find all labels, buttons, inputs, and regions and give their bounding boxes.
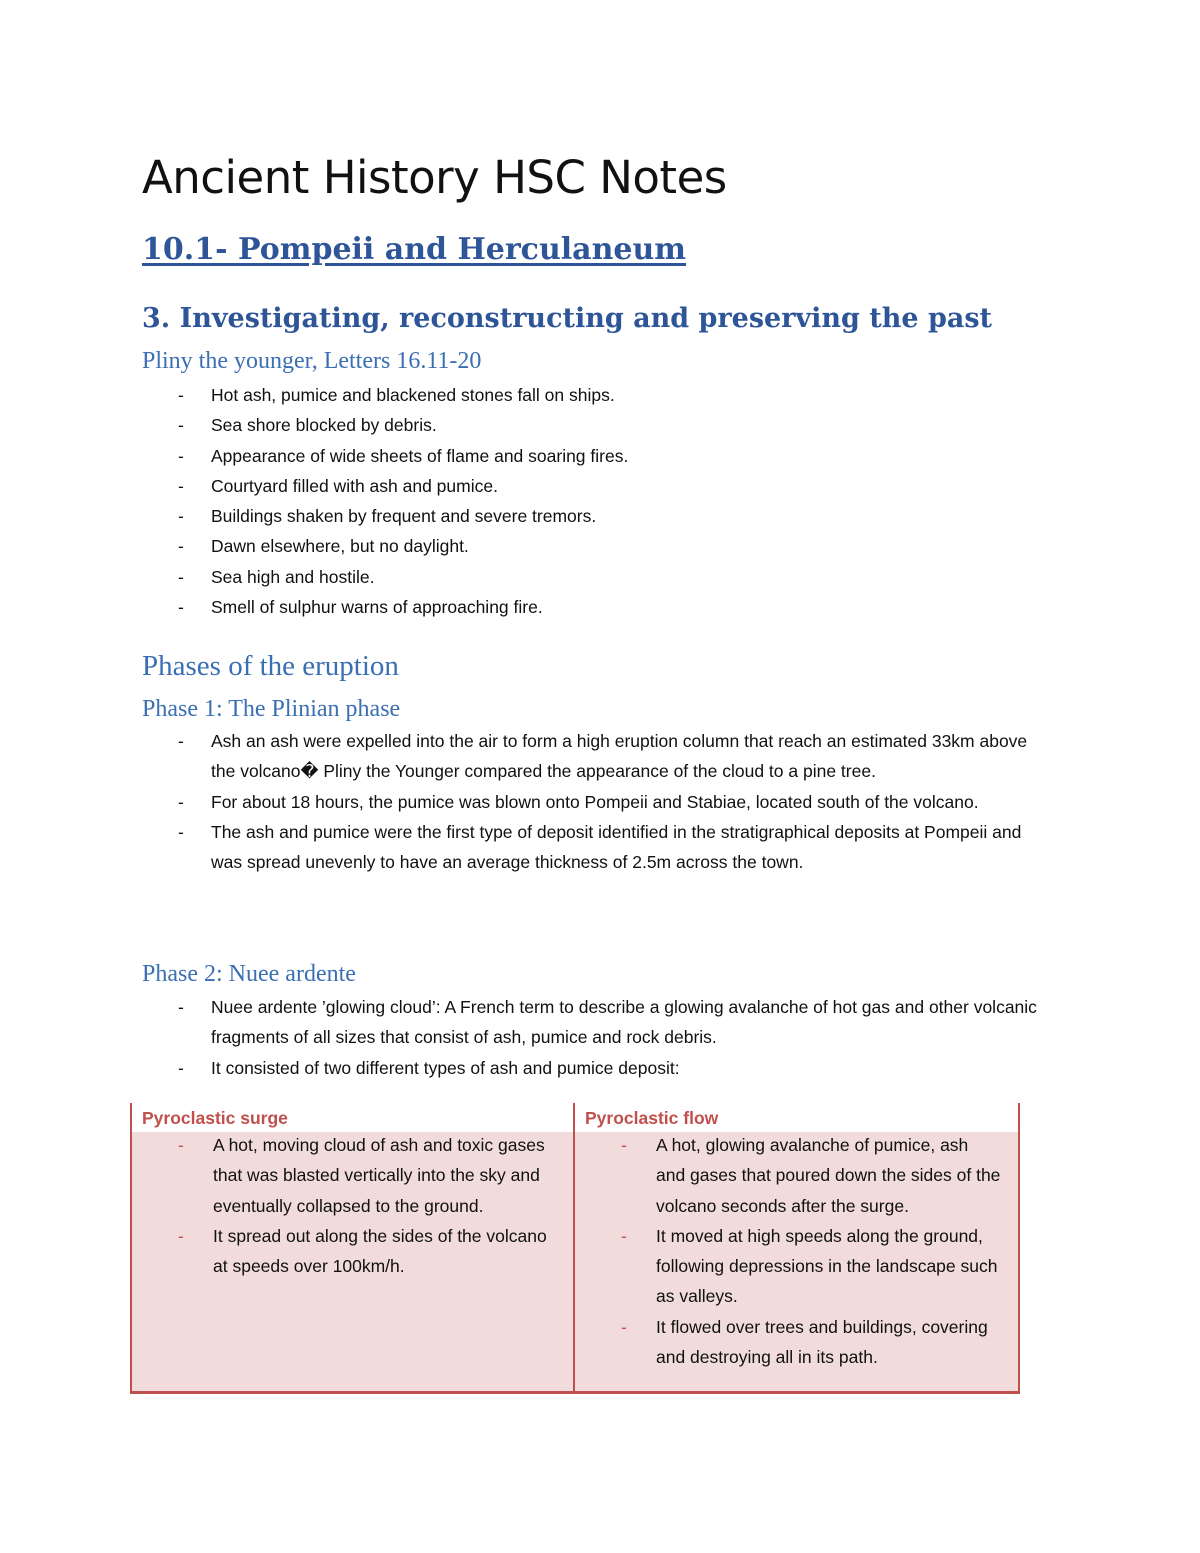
list-item: - It consisted of two different types of ash and pumice deposit: [0, 1053, 1041, 1083]
list-item: - Hot ash, pumice and blackened stones fall on ships. [0, 380, 1041, 410]
subsection-heading: 3. Investigating, reconstructing and preserving the past [142, 303, 993, 334]
list-item: - It moved at high speeds along the ground, following depressions in the landscape such as valleys. [575, 1221, 1001, 1312]
list-item: - Ash an ash were expelled into the air to form a high eruption column that reach an estimated 33km above the volcano� Pliny the Younger compared the appearance of the cloud to a pine tree. [0, 726, 1041, 787]
list-item: - Nuee ardente ’glowing cloud’: A French term to describe a glowing avalanche of hot gas and other volcanic fragments of all sizes that consist of ash, pumice and rock debris. [0, 992, 1041, 1053]
pliny-heading: Pliny the younger, Letters 16.11-20 [142, 348, 482, 374]
document-title: Ancient History HSC Notes [142, 151, 727, 204]
phase1-list [0, 726, 1041, 877]
list-item: - A hot, moving cloud of ash and toxic gases that was blasted vertically into the sky and eventually collapsed to the ground. [132, 1130, 558, 1221]
phases-heading: Phases of the eruption [142, 650, 399, 682]
list-item: - A hot, glowing avalanche of pumice, ash and gases that poured down the sides of the volcano seconds after the surge. [575, 1130, 1001, 1221]
list-item: - For about 18 hours, the pumice was blown onto Pompeii and Stabiae, located south of the volcano. [0, 787, 1041, 817]
list-item: - It flowed over trees and buildings, covering and destroying all in its path. [575, 1312, 1001, 1373]
section-heading: 10.1- Pompeii and Herculaneum [142, 232, 687, 267]
list-item: - It spread out along the sides of the volcano at speeds over 100km/h. [132, 1221, 558, 1282]
phase2-list [0, 992, 1041, 1083]
list-item: - The ash and pumice were the first type of deposit identified in the stratigraphical deposits at Pompeii and was spread unevenly to have an average thickness of 2.5m across the town. [0, 817, 1041, 878]
list-item: - Courtyard filled with ash and pumice. [0, 471, 1041, 501]
surge-heading: Pyroclastic surge [142, 1108, 288, 1128]
phase1-heading: Phase 1: The Plinian phase [142, 696, 401, 722]
pliny-list [0, 380, 1041, 622]
list-item: - Sea high and hostile. [0, 562, 1041, 592]
pyroclastic-table [130, 1103, 1020, 1394]
surge-list [132, 1130, 558, 1281]
list-item: - Appearance of wide sheets of flame and soaring fires. [0, 441, 1041, 471]
list-item: - Dawn elsewhere, but no daylight. [0, 531, 1041, 561]
flow-list [575, 1130, 1001, 1372]
list-item: - Sea shore blocked by debris. [0, 410, 1041, 440]
flow-heading: Pyroclastic flow [585, 1108, 719, 1128]
phase2-heading: Phase 2: Nuee ardente [142, 961, 356, 987]
list-item: - Buildings shaken by frequent and severe tremors. [0, 501, 1041, 531]
list-item: - Smell of sulphur warns of approaching fire. [0, 592, 1041, 622]
